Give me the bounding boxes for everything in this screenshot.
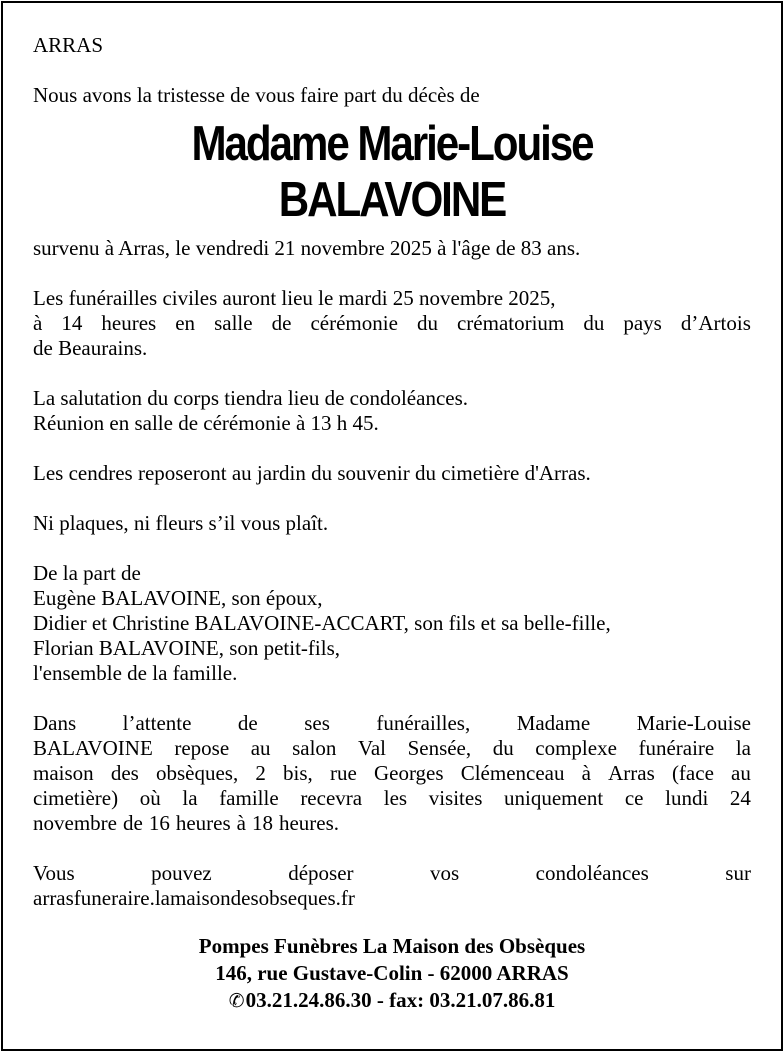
word: 24 xyxy=(729,786,751,810)
word: déposer xyxy=(288,861,354,885)
word: Georges xyxy=(373,761,444,785)
word: des xyxy=(110,761,139,785)
word: 2 xyxy=(255,761,266,785)
word: heures xyxy=(101,311,157,335)
spacer xyxy=(33,58,751,83)
word: les xyxy=(383,786,408,810)
word: heures. xyxy=(278,811,340,835)
phone-fax-numbers: 03.21.24.86.30 - fax: 03.21.07.86.81 xyxy=(245,988,556,1012)
word: complexe xyxy=(535,736,617,760)
no-flowers-text: Ni plaques, ni fleurs s’il vous plaît. xyxy=(33,511,329,535)
word: la xyxy=(735,736,751,760)
word: cimetière) xyxy=(33,786,119,810)
word: l’attente xyxy=(122,711,192,735)
word: de xyxy=(122,811,143,835)
ashes-text: Les cendres reposeront au jardin du souvenir du cimetière d'Arras. xyxy=(33,461,591,485)
spacer xyxy=(33,836,751,861)
condolences-website[interactable]: arrasfuneraire.lamaisondesobseques.fr xyxy=(33,886,355,910)
word: salle xyxy=(214,311,253,335)
word: recevra xyxy=(300,786,363,810)
family-member: Eugène BALAVOINE, son époux, xyxy=(33,586,323,610)
word: novembre xyxy=(33,811,117,835)
word: BALAVOINE xyxy=(33,736,153,760)
visit-line xyxy=(33,761,751,786)
funeral-home-address: 146, rue Gustave-Colin - 62000 ARRAS xyxy=(215,961,569,985)
word: crématorium xyxy=(456,311,565,335)
spacer xyxy=(33,436,751,461)
word: bis, xyxy=(283,761,313,785)
word: uniquement xyxy=(504,786,604,810)
word: Val xyxy=(358,736,386,760)
word: 14 xyxy=(61,311,83,335)
salutation-line: La salutation du corps tiendra lieu de condoléances. xyxy=(33,386,469,410)
word: du xyxy=(416,311,438,335)
deceased-name xyxy=(83,116,700,228)
obituary-notice xyxy=(1,1,783,1051)
word: ce xyxy=(624,786,644,810)
visit-line xyxy=(33,736,751,761)
word: funérailles, xyxy=(376,711,471,735)
word: Marie-Louise xyxy=(636,711,751,735)
word: du xyxy=(583,311,605,335)
word: funéraire xyxy=(638,736,715,760)
word: de xyxy=(237,711,258,735)
word: où xyxy=(139,786,161,810)
word: pays xyxy=(623,311,662,335)
spacer xyxy=(33,686,751,711)
word: repose xyxy=(174,736,230,760)
word: de xyxy=(271,311,292,335)
deceased-name-line1: Madame Marie-Louise xyxy=(191,117,593,171)
word: sur xyxy=(725,861,751,885)
word: visites xyxy=(428,786,483,810)
word: famille xyxy=(219,786,279,810)
word: condoléances xyxy=(535,861,649,885)
deceased-name-line2: BALAVOINE xyxy=(278,173,506,227)
word: en xyxy=(175,311,196,335)
word: cérémonie xyxy=(310,311,398,335)
word: à xyxy=(236,811,246,835)
word: au xyxy=(731,761,751,785)
word: au xyxy=(250,736,271,760)
word: heures xyxy=(175,811,231,835)
word: Sensée, xyxy=(407,736,472,760)
word: Arras xyxy=(608,761,655,785)
word: (face xyxy=(671,761,714,785)
spacer xyxy=(33,486,751,511)
spacer xyxy=(33,536,751,561)
condolences-paragraph xyxy=(33,861,751,911)
intro-text: Nous avons la tristesse de vous faire part du décès de xyxy=(33,83,480,107)
word: salon xyxy=(292,736,337,760)
funeral-paragraph xyxy=(33,286,751,361)
word: lundi xyxy=(665,786,709,810)
word: la xyxy=(182,786,198,810)
funeral-home-footer xyxy=(33,933,751,1015)
word: obsèques, xyxy=(155,761,239,785)
family-member: l'ensemble de la famille. xyxy=(33,661,238,685)
word: Clémenceau xyxy=(460,761,565,785)
visit-paragraph xyxy=(33,711,751,836)
salutation-line: Réunion en salle de cérémonie à 13 h 45. xyxy=(33,411,379,435)
family-intro: De la part de xyxy=(33,561,141,585)
visit-line xyxy=(33,811,751,836)
funeral-line: Les funérailles civiles auront lieu le mardi 25 novembre 2025, xyxy=(33,286,556,310)
spacer xyxy=(33,261,751,286)
word: rue xyxy=(329,761,357,785)
visit-line xyxy=(33,786,751,811)
funeral-line: de Beaurains. xyxy=(33,336,148,360)
family-member: Didier et Christine BALAVOINE-ACCART, son fils et sa belle-fille, xyxy=(33,611,611,635)
word: vos xyxy=(430,861,460,885)
word: maison xyxy=(33,761,94,785)
word: d’Artois xyxy=(680,311,751,335)
phone-icon: ✆ xyxy=(228,990,245,1012)
word: à xyxy=(33,311,43,335)
word: Madame xyxy=(516,711,591,735)
word: 16 xyxy=(148,811,170,835)
spacer xyxy=(33,361,751,386)
visit-line xyxy=(33,711,751,736)
funeral-home-name: Pompes Funèbres La Maison des Obsèques xyxy=(198,934,586,958)
word: Dans xyxy=(33,711,77,735)
condolences-line xyxy=(33,861,751,886)
funeral-home-contact xyxy=(33,987,751,1015)
word: Vous xyxy=(33,861,75,885)
word: 18 xyxy=(251,811,273,835)
word: pouvez xyxy=(151,861,212,885)
word: ses xyxy=(304,711,330,735)
death-notice: survenu à Arras, le vendredi 21 novembre 2025 à l'âge de 83 ans. xyxy=(33,236,581,260)
location: ARRAS xyxy=(33,33,104,57)
family-member: Florian BALAVOINE, son petit-fils, xyxy=(33,636,341,660)
family-list xyxy=(33,561,751,686)
word: à xyxy=(581,761,591,785)
funeral-justified-line xyxy=(33,311,751,336)
word: du xyxy=(492,736,514,760)
